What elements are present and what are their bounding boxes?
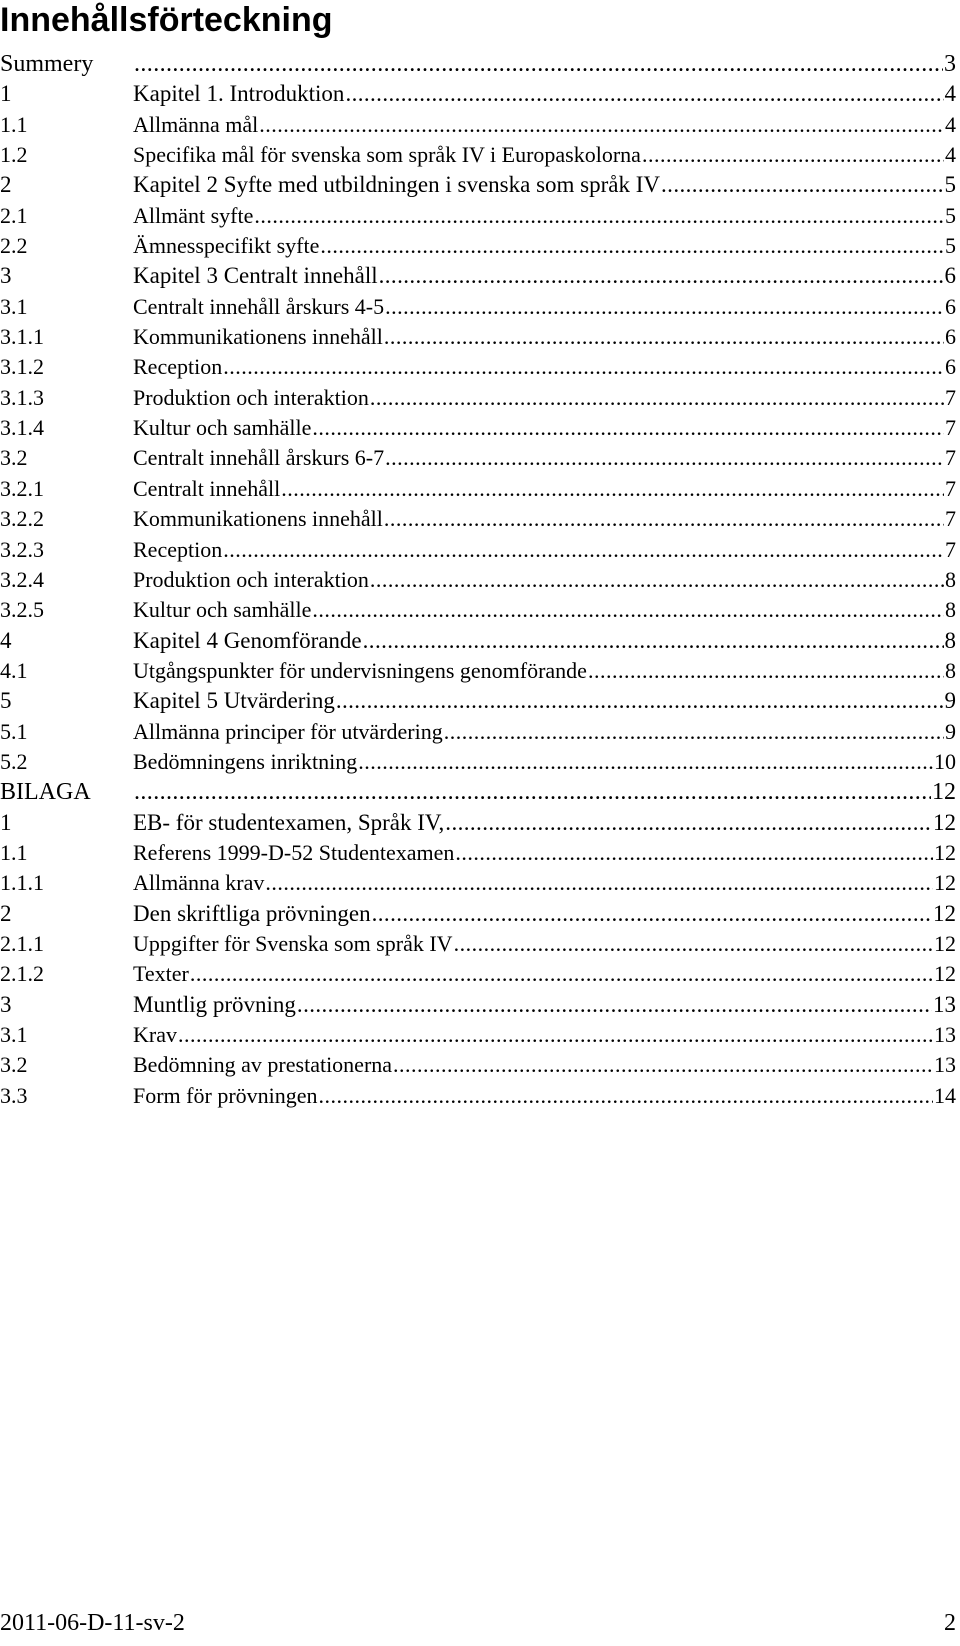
toc-entry-title: Uppgifter för Svenska som språk IV	[133, 930, 453, 956]
toc-entry-title: EB- för studentexamen, Språk IV,	[133, 809, 445, 835]
toc-entry-page: 7	[945, 384, 956, 410]
toc-dot-leader	[312, 413, 944, 443]
toc-dot-leader	[385, 292, 944, 322]
toc-entry-page: 6	[945, 324, 956, 350]
toc-entry-page: 7	[945, 536, 956, 562]
toc-entry-title: Kapitel 3 Centralt innehåll	[133, 263, 378, 289]
toc-entry-page: 7	[945, 415, 956, 441]
toc-entry-title: Kommunikationens innehåll	[133, 324, 383, 350]
toc-entry-number: 5.2	[0, 748, 28, 774]
toc-entry[interactable]	[0, 656, 956, 686]
toc-entry-number: 5	[0, 688, 12, 714]
toc-entry-page: 4	[944, 81, 956, 107]
toc-entry-title: Specifika mål för svenska som språk IV i Europaskolorna	[133, 142, 641, 168]
toc-entry-title: Bedömningens inriktning	[133, 748, 358, 774]
toc-entry-number: 3.1	[0, 1022, 28, 1047]
toc-entry-title: Kultur och samhälle	[133, 415, 312, 441]
toc-dot-leader	[385, 443, 944, 473]
toc-entry-page: 7	[945, 506, 956, 532]
toc-entry[interactable]	[0, 959, 956, 989]
toc-entry-title: Kapitel 1. Introduktion	[133, 81, 345, 107]
toc-entry-page: 12	[932, 779, 956, 806]
toc-entry[interactable]	[0, 686, 956, 716]
toc-entry-title: Allmänna principer för utvärdering	[133, 718, 443, 744]
toc-entry-number: 1	[0, 809, 12, 835]
toc-entry-number: 2.1.1	[0, 930, 44, 956]
toc-entry[interactable]	[0, 808, 956, 838]
toc-entry[interactable]	[0, 79, 956, 109]
toc-entry-title: Form för prövningen	[133, 1082, 318, 1108]
toc-entry[interactable]	[0, 443, 956, 473]
toc-dot-leader	[370, 383, 944, 413]
toc-entry-page: 12	[934, 870, 956, 896]
toc-entry[interactable]	[0, 352, 956, 382]
toc-entry-title: Produktion och interaktion	[133, 566, 369, 592]
toc-dot-leader	[312, 595, 944, 625]
toc-dot-leader	[363, 626, 944, 656]
toc-entry[interactable]	[0, 990, 956, 1020]
toc-entry[interactable]	[0, 201, 956, 231]
toc-entry[interactable]	[0, 747, 956, 777]
toc-dot-leader	[134, 49, 943, 79]
toc-dot-leader	[358, 747, 933, 777]
toc-entry[interactable]	[0, 565, 956, 595]
toc-entry-number: 3	[0, 991, 12, 1017]
toc-entry-number: 1.1	[0, 839, 28, 865]
toc-dot-leader	[254, 201, 944, 231]
toc-entry-number: 3.1.2	[0, 354, 44, 380]
toc-entry[interactable]	[0, 777, 956, 807]
toc-entry-page: 13	[934, 1052, 956, 1078]
toc-entry-title: Texter	[133, 961, 189, 987]
toc-dot-leader	[642, 140, 944, 170]
toc-dot-leader	[379, 261, 944, 291]
toc-dot-leader	[178, 1020, 933, 1050]
toc-entry-number: 2	[0, 172, 12, 198]
footer-page-number: 2	[944, 1610, 956, 1636]
toc-entry[interactable]	[0, 292, 956, 322]
toc-entry-number: 3.3	[0, 1082, 28, 1108]
toc-entry[interactable]	[0, 868, 956, 898]
toc-entry-number: 3.1.1	[0, 324, 44, 350]
toc-entry-number: 3.2	[0, 445, 28, 471]
toc-dot-leader	[259, 110, 944, 140]
toc-entry-title: Referens 1999-D-52 Studentexamen	[133, 839, 455, 865]
toc-entry-number: 3.2.5	[0, 597, 44, 623]
toc-entry-page: 12	[934, 839, 956, 865]
toc-entry-number: 3.1.4	[0, 415, 44, 441]
toc-entry-number: 4	[0, 627, 12, 653]
toc-dot-leader	[393, 1050, 933, 1080]
toc-entry-page: 12	[934, 930, 956, 956]
toc-entry-page: 7	[945, 445, 956, 471]
footer-document-id: 2011-06-D-11-sv-2	[0, 1610, 185, 1636]
toc-entry-number: 4.1	[0, 657, 28, 683]
toc-dot-leader	[445, 808, 932, 838]
toc-entry-number: 2.1	[0, 202, 28, 228]
toc-entry-number: 2.1.2	[0, 961, 44, 987]
toc-entry-number: 3.2.1	[0, 475, 44, 501]
page-title: Innehållsförteckning	[0, 1, 333, 39]
toc-dot-leader	[444, 717, 944, 747]
toc-entry-page: 6	[944, 263, 956, 289]
toc-entry-page: 13	[934, 1022, 956, 1047]
toc-entry-title: Reception	[133, 354, 223, 380]
toc-entry-page: 9	[945, 718, 956, 744]
toc-entry[interactable]	[0, 838, 956, 868]
toc-entry-title: Allmänt syfte	[133, 202, 254, 228]
toc-entry[interactable]	[0, 49, 956, 79]
toc-entry-number: BILAGA	[0, 779, 91, 806]
toc-entry-title: Centralt innehåll årskurs 4-5	[133, 293, 385, 319]
toc-dot-leader	[588, 656, 944, 686]
toc-entry[interactable]	[0, 261, 956, 291]
toc-entry-page: 4	[945, 142, 956, 168]
toc-dot-leader	[223, 352, 944, 382]
toc-entry-title: Kapitel 4 Genomförande	[133, 627, 362, 653]
toc-entry[interactable]	[0, 170, 956, 200]
toc-entry-title: Centralt innehåll	[133, 475, 281, 501]
toc-entry-number: Summery	[0, 51, 94, 77]
toc-entry-number: 3.2.2	[0, 506, 44, 532]
toc-entry-number: 1.1.1	[0, 870, 44, 896]
toc-entry-title: Kultur och samhälle	[133, 597, 312, 623]
toc-entry[interactable]	[0, 231, 956, 261]
toc-entry-page: 14	[934, 1082, 956, 1108]
toc-dot-leader	[384, 504, 944, 534]
toc-dot-leader	[190, 959, 933, 989]
toc-entry-page: 12	[934, 961, 956, 987]
toc-entry[interactable]	[0, 140, 956, 170]
toc-entry-page: 5	[944, 172, 956, 198]
toc-dot-leader	[265, 868, 933, 898]
toc-entry-number: 1.2	[0, 142, 28, 168]
toc-entry[interactable]	[0, 1081, 956, 1111]
toc-entry-title: Den skriftliga prövningen	[133, 900, 371, 926]
toc-entry[interactable]	[0, 626, 956, 656]
table-of-contents	[0, 49, 956, 1111]
toc-entry-number: 3.1	[0, 293, 28, 319]
toc-entry-page: 8	[945, 657, 956, 683]
toc-entry-page: 5	[945, 233, 956, 259]
toc-entry-page: 8	[945, 597, 956, 623]
toc-dot-leader	[661, 170, 943, 200]
toc-entry-number: 3.1.3	[0, 384, 44, 410]
toc-dot-leader	[384, 322, 944, 352]
toc-entry-title: Centralt innehåll årskurs 6-7	[133, 445, 385, 471]
toc-entry-page: 8	[945, 566, 956, 592]
toc-entry-title: Allmänna mål	[133, 111, 259, 137]
toc-entry-page: 10	[934, 748, 956, 774]
toc-entry-number: 3.2.4	[0, 566, 44, 592]
toc-entry[interactable]	[0, 383, 956, 413]
toc-entry[interactable]	[0, 535, 956, 565]
toc-entry-title: Muntlig prövning	[133, 991, 296, 1017]
toc-entry-title: Allmänna krav	[133, 870, 265, 896]
toc-entry-number: 2	[0, 900, 12, 926]
toc-entry[interactable]	[0, 110, 956, 140]
toc-entry-title: Kapitel 5 Utvärdering	[133, 688, 335, 714]
toc-entry[interactable]	[0, 1050, 956, 1080]
toc-dot-leader	[319, 1081, 933, 1111]
toc-entry[interactable]	[0, 474, 956, 504]
toc-entry-number: 2.2	[0, 233, 28, 259]
toc-entry-page: 3	[944, 51, 956, 77]
toc-dot-leader	[370, 565, 944, 595]
toc-entry-page: 9	[944, 688, 956, 714]
toc-entry-number: 1	[0, 81, 12, 107]
toc-entry-title: Ämnesspecifikt syfte	[133, 233, 320, 259]
toc-dot-leader	[336, 686, 944, 716]
toc-entry-title: Produktion och interaktion	[133, 384, 369, 410]
toc-entry-number: 1.1	[0, 111, 28, 137]
toc-entry[interactable]	[0, 413, 956, 443]
toc-entry-title: Utgångspunkter för undervisningens genomförande	[133, 657, 587, 683]
toc-entry-number: 3.2.3	[0, 536, 44, 562]
toc-dot-leader	[320, 231, 944, 261]
toc-entry-number: 3.2	[0, 1052, 28, 1078]
toc-entry[interactable]	[0, 322, 956, 352]
toc-dot-leader	[297, 990, 932, 1020]
toc-entry[interactable]	[0, 899, 956, 929]
toc-entry-page: 8	[944, 627, 956, 653]
toc-entry[interactable]	[0, 1020, 956, 1050]
toc-entry-page: 7	[945, 475, 956, 501]
toc-dot-leader	[345, 79, 943, 109]
toc-entry[interactable]	[0, 595, 956, 625]
toc-entry-page: 4	[945, 111, 956, 137]
toc-entry-title: Reception	[133, 536, 223, 562]
toc-entry[interactable]	[0, 717, 956, 747]
toc-entry-title: Kapitel 2 Syfte med utbildningen i svenska som språk IV	[133, 172, 661, 198]
toc-entry-title: Kommunikationens innehåll	[133, 506, 383, 532]
toc-entry-number: 5.1	[0, 718, 28, 744]
toc-dot-leader	[455, 838, 933, 868]
toc-dot-leader	[134, 777, 931, 807]
toc-entry-page: 12	[933, 809, 956, 835]
toc-dot-leader	[281, 474, 944, 504]
toc-entry-number: 3	[0, 263, 12, 289]
toc-dot-leader	[372, 899, 932, 929]
toc-entry[interactable]	[0, 929, 956, 959]
toc-dot-leader	[454, 929, 933, 959]
toc-entry-page: 6	[945, 293, 956, 319]
toc-entry-page: 12	[933, 900, 956, 926]
toc-entry[interactable]	[0, 504, 956, 534]
toc-dot-leader	[223, 535, 944, 565]
toc-entry-title: Bedömning av prestationerna	[133, 1052, 393, 1078]
toc-entry-title: Krav	[133, 1022, 177, 1047]
toc-entry-page: 13	[933, 991, 956, 1017]
toc-entry-page: 5	[945, 202, 956, 228]
toc-entry-page: 6	[945, 354, 956, 380]
